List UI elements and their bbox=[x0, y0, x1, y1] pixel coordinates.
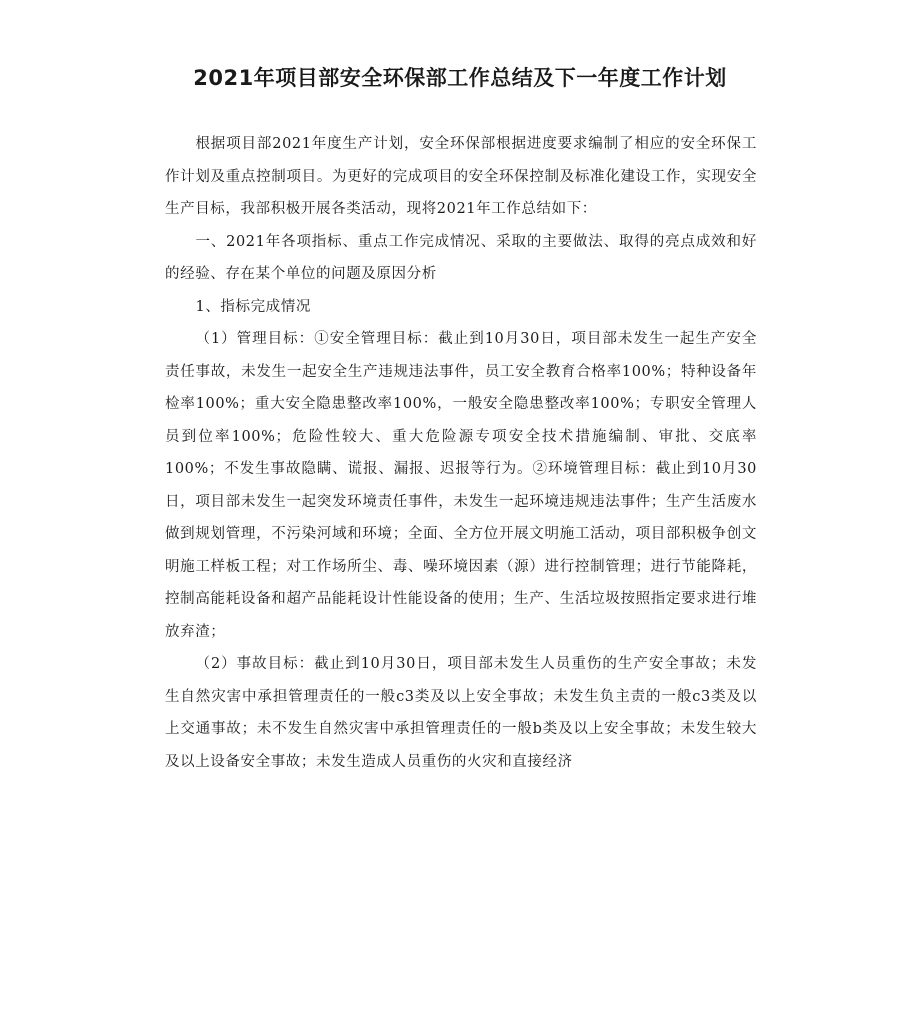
paragraph-management-goals: （1）管理目标：①安全管理目标：截止到10月30日，项目部未发生一起生产安全责任事故，未发生一起安全生产违规违法事件，员工安全教育合格率100%；特种设备年检率100%；重大安全隐患整改率100%，一般安全隐患整改率100%；专职安全管理人员到位率100%；危险性较大、重大危险源专项安全技术措施编制、审批、交底率100%；不发生事故隐瞒、谎报、漏报、迟报等行为。②环境管理目标：截止到10月30日，项目部未发生一起突发环境责任事件，未发生一起环境违规违法事件；生产生活废水做到规划管理，不污染河域和环境；全面、全方位开展文明施工活动，项目部积极争创文明施工样板工程；对工作场所尘、毒、噪环境因素（源）进行控制管理；进行节能降耗，控制高能耗设备和超产品能耗设计性能设备的使用；生产、生活垃圾按照指定要求进行堆放弃渣； bbox=[165, 331, 757, 640]
document-body bbox=[165, 128, 757, 778]
paragraph-subsection-heading: 1、指标完成情况 bbox=[195, 298, 311, 315]
paragraph-accident-goals: （2）事故目标：截止到10月30日，项目部未发生人员重伤的生产安全事故；未发生自然灾害中承担管理责任的一般c3类及以上安全事故；未发生负主责的一般c3类及以上交通事故；未不发生自然灾害中承担管理责任的一般b类及以上安全事故；未发生较大及以上设备安全事故；未发生造成人员重伤的火灾和直接经济 bbox=[165, 656, 757, 770]
paragraph-section-heading: 一、2021年各项指标、重点工作完成情况、采取的主要做法、取得的亮点成效和好的经验、存在某个单位的问题及原因分析 bbox=[165, 233, 757, 282]
document-title: 2021年项目部安全环保部工作总结及下一年度工作计划 bbox=[193, 66, 727, 90]
paragraph-intro: 根据项目部2021年度生产计划，安全环保部根据进度要求编制了相应的安全环保工作计划及重点控制项目。为更好的完成项目的安全环保控制及标准化建设工作，实现安全生产目标，我部积极开展各类活动，现将2021年工作总结如下： bbox=[165, 136, 757, 217]
